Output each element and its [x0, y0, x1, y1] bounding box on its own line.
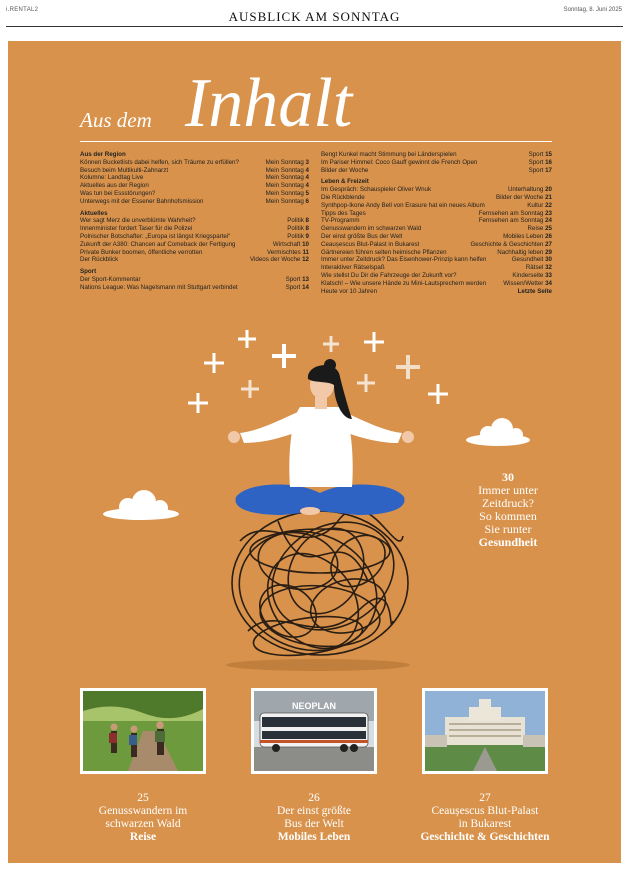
toc-entry[interactable]: [321, 194, 552, 202]
toc-entry-ref: [523, 264, 552, 272]
toc-entry[interactable]: [80, 182, 309, 190]
toc-entry-page: 24: [545, 217, 552, 225]
teaser-line: in Bukarest: [458, 818, 512, 830]
toc-entry-section: Videos der Woche: [250, 256, 301, 264]
toc-entry-title: Bilder der Woche: [321, 166, 369, 174]
toc-entry-section: Rätsel: [525, 264, 544, 272]
toc-entry-ref: [247, 256, 309, 264]
plus-icon: [323, 336, 339, 352]
toc-entry[interactable]: [321, 217, 552, 225]
toc-entry-section: Kinderseite: [512, 271, 544, 279]
toc-entry[interactable]: [321, 210, 552, 218]
toc-entry-page: 6: [305, 197, 309, 205]
toc-entry-page: 33: [545, 271, 552, 279]
toc-entry-page: 16: [545, 158, 552, 166]
toc-right-column: [321, 151, 552, 295]
toc-entry-page: 9: [305, 232, 309, 240]
feature-section: Gesundheit: [478, 535, 538, 549]
toc-entry-section: Mein Sonntag: [265, 158, 304, 166]
toc-entry-page: 4: [305, 166, 309, 174]
teaser-section: Reise: [129, 831, 157, 843]
toc-entry-page: 27: [545, 240, 552, 248]
plus-icon: [357, 374, 375, 392]
toc-entry-section: Unterhaltung: [507, 186, 544, 194]
teaser-page-number: 27: [479, 792, 491, 804]
toc-entry-title: Zukunft der A380: Chancen auf Comeback der Fertigung: [80, 240, 236, 248]
toc-entry-ref: [525, 225, 552, 233]
toc-entry-title: Der Rückblick: [80, 256, 119, 264]
toc-entry[interactable]: [321, 233, 552, 241]
toc-entry-section: Sport: [528, 158, 544, 166]
heading-rule: [80, 141, 552, 142]
toc-section-heading: Aus der Region: [80, 151, 126, 158]
toc-entry[interactable]: [321, 280, 552, 288]
teaser-section: Mobiles Leben: [277, 831, 351, 843]
toc-entry[interactable]: [80, 256, 309, 264]
toc-entry-section: Mein Sonntag: [265, 189, 304, 197]
toc-entry-title: Heute vor 10 Jahren: [321, 287, 378, 295]
toc-entry-section: Sport: [528, 166, 544, 174]
toc-entry-ref: [263, 174, 309, 182]
toc-entry[interactable]: [80, 225, 309, 233]
toc-entry-section: Wissen/Wetter: [503, 279, 544, 287]
toc-entry-section: Reise: [527, 225, 544, 233]
toc-entry-section: Fernsehen am Sonntag: [478, 209, 544, 217]
teaser-line: Genusswandern im: [98, 805, 188, 817]
toc-entry-title: Aktuelles aus der Region: [80, 182, 149, 190]
toc-entry-section: Politik: [287, 225, 304, 233]
toc-entry-title: Private Bunker boomen, öffentliche verrotten: [80, 248, 203, 256]
toc-entry-ref: [526, 159, 552, 167]
toc-entry[interactable]: [321, 241, 552, 249]
toc-entry-section: Politik: [287, 232, 304, 240]
teaser-line: Ceaușescus Blut-Palast: [431, 805, 539, 817]
figure-hair-bun: [324, 359, 336, 371]
toc-entry-page: 26: [545, 232, 552, 240]
figure-hand-right: [402, 431, 414, 443]
toc-entry-section: Sport: [528, 151, 544, 158]
toc-entry[interactable]: [321, 264, 552, 272]
toc-entry-ref: [264, 249, 309, 257]
feature-line: Sie runter: [484, 522, 532, 536]
toc-entry-ref: [284, 233, 309, 241]
toc-entry-title: Der einst größte Bus der Welt: [321, 232, 403, 240]
teaser-page-number: 26: [308, 792, 320, 804]
heading-title: Inhalt: [185, 65, 353, 142]
toc-entry[interactable]: [321, 151, 552, 159]
toc-entry[interactable]: [321, 159, 552, 167]
toc-entry-ref: [283, 276, 309, 284]
contents-panel: [8, 41, 621, 863]
toc-entry-title: Was tun bei Essstörungen?: [80, 189, 156, 197]
toc-entry-title: Im Pariser Himmel: Coco Gauff gewinnt die French Open: [321, 158, 478, 166]
toc-entry-page: 14: [302, 283, 309, 291]
bus-sign: NEOPLAN: [291, 701, 337, 711]
toc-entry-title: Kolumne: Landtag Live: [80, 174, 144, 182]
toc-entry-page: 20: [545, 186, 552, 194]
toc-entry-ref: [263, 167, 309, 175]
toc-entry-ref: [284, 225, 309, 233]
toc-entry-ref: [500, 280, 552, 288]
toc-entry-ref: [476, 210, 552, 218]
toc-entry[interactable]: [80, 217, 309, 225]
masthead: AUSBLICK AM SONNTAG: [228, 9, 401, 24]
cloud-icon: [466, 418, 530, 446]
toc-entry-page: 13: [302, 275, 309, 283]
toc-entry-title: Immer unter Zeitdruck? Das Eisenhower-Prinzip kann helfen: [321, 256, 487, 264]
toc-entry-ref: [494, 249, 552, 257]
hiking-photo[interactable]: [80, 688, 206, 774]
brand-label: i.RENTAL2: [6, 7, 39, 13]
toc-entry-section: Wirtschaft: [272, 240, 301, 248]
teaser-section: Geschichte & Geschichten: [420, 831, 550, 843]
plus-icon: [428, 384, 448, 404]
toc-entry-title: Synthpop-Ikone Andy Bell von Erasure hat ein neues Album: [321, 201, 485, 209]
plus-icon: [188, 393, 208, 413]
toc-entry-section: Letzte Seite: [517, 287, 552, 295]
toc-entry-page: 8: [305, 217, 309, 225]
figure-legs: [235, 484, 404, 515]
teaser-page-number: 25: [137, 792, 149, 804]
toc-entry[interactable]: [80, 190, 309, 198]
contents-heading: [80, 64, 400, 144]
toc-entry-ref: [505, 186, 552, 194]
toc-entry-ref: [270, 241, 309, 249]
plus-icon: [396, 355, 420, 379]
plus-icon: [272, 344, 296, 368]
palace-image: [425, 691, 545, 771]
toc-entry-ref: [515, 288, 552, 296]
toc-entry[interactable]: [321, 225, 552, 233]
toc-entry-section: Vermischtes: [267, 248, 301, 256]
toc-entry-title: Tipps des Tages: [321, 209, 366, 217]
toc-entry-title: Können Bucketlists dabei helfen, sich Träume zu erfüllen?: [80, 158, 239, 166]
toc-entry-page: 3: [305, 158, 309, 166]
toc-entry-page: 8: [305, 225, 309, 233]
toc-entry-title: Wer sagt Merz die unverblümte Wahrheit?: [80, 217, 196, 225]
toc-entry-section: Nachhaltig leben: [497, 248, 544, 256]
toc-entry-ref: [467, 241, 552, 249]
toc-entry[interactable]: [80, 241, 309, 249]
toc-entry[interactable]: [80, 233, 309, 241]
toc-entry-title: Innenminister fordert Taser für die Polizei: [80, 225, 193, 233]
teaser-line: schwarzen Wald: [105, 818, 181, 830]
toc-left-column: [80, 151, 309, 292]
toc-entry-page: 34: [545, 279, 552, 287]
toc-entry-ref: [283, 284, 309, 292]
toc-entry-page: 11: [302, 248, 309, 256]
toc-entry-ref: [263, 198, 309, 206]
toc-entry-ref: [284, 217, 309, 225]
toc-entry-title: Besuch beim Multikulti-Zahnarzt: [80, 166, 169, 174]
toc-entry-section: Fernsehen am Sonntag: [478, 217, 544, 225]
feature-teaser[interactable]: [448, 471, 568, 549]
toc-section-heading: Leben & Freizeit: [321, 178, 369, 186]
toc-entry-section: Politik: [287, 217, 304, 225]
toc-entry-title: Bengt Kunkel macht Stimmung bei Länderspielen: [321, 151, 457, 158]
toc-entry-title: Wie stellst Du Dir die Fahrzeuge der Zukunft vor?: [321, 271, 457, 279]
top-bar: [0, 0, 629, 30]
toc-entry-ref: [493, 194, 552, 202]
toc-entry[interactable]: [321, 288, 552, 296]
toc-entry[interactable]: [80, 276, 309, 284]
toc-entry-section: Sport: [285, 275, 301, 283]
hiking-image: [83, 691, 203, 771]
toc-entry-page: 12: [302, 256, 309, 264]
toc-entry[interactable]: [321, 167, 552, 175]
feature-page-number: 30: [502, 470, 514, 484]
feature-line: So kommen: [479, 509, 537, 523]
toc-entry-section: Mein Sonntag: [265, 182, 304, 190]
toc-entry-title: Der Sport-Kommentar: [80, 275, 141, 283]
plus-icon: [238, 330, 256, 348]
toc-entry-page: 17: [545, 166, 552, 174]
toc-entry-title: Gärtnereien führen selten heimische Pflanzen: [321, 248, 447, 256]
figure-foot: [300, 507, 320, 515]
top-rule: [6, 26, 623, 27]
teaser-caption[interactable]: [229, 792, 399, 844]
toc-entry-page: 10: [302, 240, 309, 248]
toc-entry[interactable]: [80, 284, 309, 292]
toc-entry-section: Mein Sonntag: [265, 166, 304, 174]
toc-entry-page: 4: [305, 174, 309, 182]
toc-entry-section: Mein Sonntag: [265, 197, 304, 205]
toc-entry-ref: [263, 159, 309, 167]
toc-entry-page: 30: [545, 256, 552, 264]
toc-entry-ref: [476, 217, 552, 225]
teaser-caption[interactable]: [58, 792, 228, 844]
issue-date: Sonntag, 8. Juni 2025: [563, 7, 622, 13]
toc-entry-title: Polnischer Botschafter: „Europa ist längst Kriegspartei“: [80, 232, 231, 240]
figure-hand-left: [228, 431, 240, 443]
toc-entry-ref: [524, 202, 552, 210]
toc-entry-ref: [500, 233, 552, 241]
plus-icon: [364, 332, 384, 352]
toc-entry-page: 4: [305, 182, 309, 190]
toc-entry-page: 29: [545, 248, 552, 256]
heading-prefix: Aus dem: [80, 108, 152, 132]
toc-entry-title: Unterwegs mit der Essener Bahnhofsmission: [80, 197, 204, 205]
plus-icon: [204, 353, 224, 373]
toc-entry-section: Kultur: [527, 201, 544, 209]
toc-entry-ref: [263, 190, 309, 198]
toc-entry[interactable]: [80, 167, 309, 175]
toc-entry-page: 23: [545, 209, 552, 217]
toc-entry-page: 22: [545, 201, 552, 209]
teaser-line: Bus der Welt: [284, 818, 344, 830]
toc-entry[interactable]: [80, 198, 309, 206]
cloud-icon: [103, 490, 179, 520]
feature-line: Immer unter: [478, 483, 538, 497]
toc-entry-title: TV-Programm: [321, 217, 360, 225]
toc-entry[interactable]: [321, 272, 552, 280]
toc-entry-ref: [263, 182, 309, 190]
toc-entry-page: 15: [545, 151, 552, 158]
ground-shadow: [226, 659, 410, 671]
toc-entry-section: Gesundheit: [511, 256, 544, 264]
toc-entry-title: Die Rückblende: [321, 193, 365, 201]
toc-entry-page: 25: [545, 225, 552, 233]
toc-section-heading: Aktuelles: [80, 209, 108, 217]
plus-icon: [241, 380, 259, 398]
toc-entry-title: Ceaușescus Blut-Palast in Bukarest: [321, 240, 420, 248]
toc-entry-ref: [509, 272, 552, 280]
toc-entry-section: Mein Sonntag: [265, 174, 304, 182]
palace-photo[interactable]: [422, 688, 548, 774]
toc-section-heading: Sport: [80, 268, 97, 276]
toc-entry[interactable]: [321, 256, 552, 264]
toc-entry[interactable]: [321, 186, 552, 194]
bus-photo[interactable]: [251, 688, 377, 774]
toc-entry[interactable]: [80, 159, 309, 167]
toc-entry[interactable]: [80, 249, 309, 257]
toc-entry-page: 5: [305, 189, 309, 197]
feature-line: Zeitdruck?: [482, 496, 534, 510]
toc-entry-section: Geschichte & Geschichten: [470, 240, 544, 248]
toc-entry-ref: [526, 151, 552, 159]
teaser-line: Der einst größte: [276, 805, 352, 817]
teaser-caption[interactable]: [400, 792, 570, 844]
bus-image: [254, 691, 374, 771]
toc-entry-section: Bilder der Woche: [496, 193, 544, 201]
toc-entry-ref: [526, 167, 552, 175]
toc-entry-section: Sport: [285, 283, 301, 291]
toc-entry[interactable]: [321, 202, 552, 210]
toc-entry[interactable]: [80, 174, 309, 182]
toc-entry-section: Mobiles Leben: [503, 232, 544, 240]
toc-entry-title: Klatsch! – Wie unsere Hände zu Mini-Lautsprechern werden: [321, 279, 487, 287]
toc-entry-page: 32: [545, 264, 552, 272]
toc-entry-title: Nations League: Was Nagelsmann mit Stuttgart verbindet: [80, 283, 238, 291]
toc-entry-title: Interaktiver Rätselspaß: [321, 264, 385, 272]
scribble-ball: [222, 501, 413, 670]
toc-entry-ref: [509, 256, 552, 264]
toc-entry[interactable]: [321, 249, 552, 257]
toc-entry-title: Im Gespräch: Schauspieler Oliver Wnuk: [321, 186, 432, 194]
toc-entry-page: 21: [545, 193, 552, 201]
toc-entry-title: Genusswandern im schwarzen Wald: [321, 225, 422, 233]
